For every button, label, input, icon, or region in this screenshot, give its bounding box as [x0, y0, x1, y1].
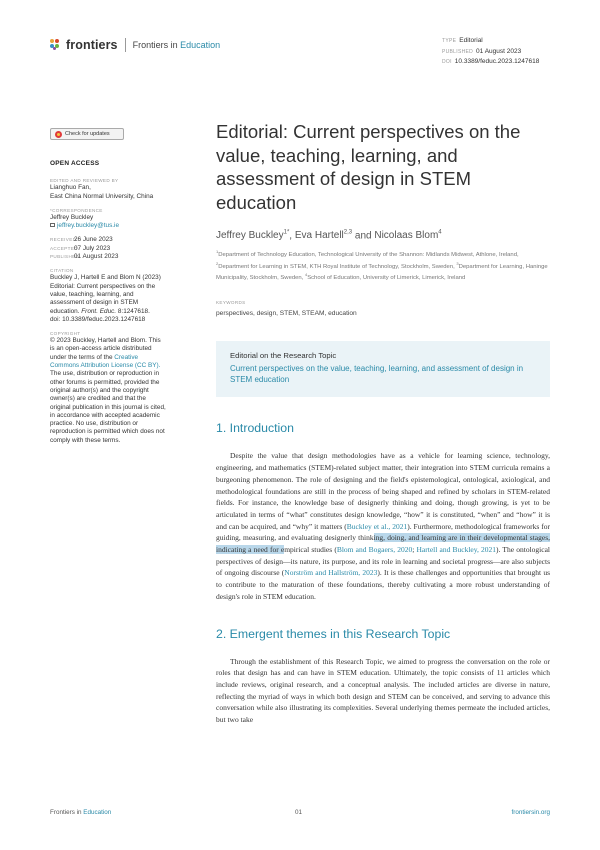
- dates: RECEIVED 26 June 2023 ACCEPTED 07 July 2023 PUBLISHED 01 August 2023: [50, 236, 119, 261]
- footer-site-link[interactable]: frontiersin.org: [511, 809, 550, 816]
- meta-published: PUBLISHED 01 August 2023: [442, 47, 522, 55]
- keywords-label: KEYWORDS: [216, 300, 246, 306]
- article-meta: [442, 36, 539, 68]
- author-name[interactable]: Jeffrey Buckley$^{1*}$: [216, 230, 290, 242]
- research-topic-label: Editorial on the Research Topic: [230, 351, 337, 361]
- paragraph-text: ). Furthermore, methodological frameworks for guiding, measuring, and evaluating designerly think: [216, 521, 550, 543]
- correspondence-email-link[interactable]: jeffrey.buckley@tus.ie: [57, 222, 120, 230]
- crossmark-icon: [55, 131, 62, 138]
- article-sidebar: [50, 160, 166, 451]
- citation: CITATION Buckley J, Hartell E and Blom N (2023) Editorial: Current perspectives on the value, teaching, learning, and assessment of design in STEM education. Front. Educ. 8:1247618. doi: 10.3389/feduc.2023.1247618: [50, 268, 161, 323]
- introduction-paragraph: [216, 450, 550, 602]
- keywords-list: perspectives, design, STEM, STEAM, education: [216, 310, 357, 318]
- frontiers-logo-icon: [50, 39, 62, 51]
- article-main: [216, 120, 550, 726]
- page-number: 01: [295, 809, 303, 816]
- paragraph-text: mpirical studies (: [284, 545, 337, 555]
- section-heading-introduction: 1. Introduction: [216, 421, 294, 436]
- email-icon: [50, 223, 55, 227]
- article-title: Editorial: Current perspectives on the value, teaching, learning, and assessment of design in STEM education: [216, 121, 521, 213]
- footer-journal: Frontiers in Education: [50, 809, 112, 816]
- research-topic-box: [216, 341, 550, 397]
- citation-link[interactable]: Hartell and Buckley, 2021: [416, 545, 497, 555]
- author-list: Jeffrey Buckley$^{1*}$, Eva Hartell$^{2,3}$ and Nicolaas Blom$^4$: [216, 230, 442, 242]
- open-access-label: OPEN ACCESS: [50, 160, 100, 167]
- brand-name: frontiers: [66, 38, 118, 52]
- emergent-themes-paragraph: Through the establishment of this Research Topic, we aimed to progress the conversation on the role or roles that design has and can have in STEM education. Ultimately, the topic consists of 11 articles which include reviews, original research, and a conceptual analysis. The included articles are diverse in nature, reflecting the myriad of ways in which both design and STEM can be conceived, and serving to advance this conversation while also illustrating its complexities. Several underlying themes permeate the included articles, but two take: [216, 656, 550, 725]
- highlighted-text: ing, doing, and learning are in their developmental stages, indicating a need for e: [216, 533, 550, 555]
- journal-name: Frontiers in Education: [132, 40, 221, 50]
- meta-type: TYPE Editorial: [442, 37, 483, 44]
- copyright: COPYRIGHT © 2023 Buckley, Hartell and Blom. This is an open-access article distributed under the terms of the Creative Commons Attribution License (CC BY). The use, distribution or reproduction in other forums is permitted, provided the original author(s) and the copyright owner(s) are credited and that the original publication in this journal is cited, in accordance with accepted academic practice. No use, distribution or reproduction is permitted which does not comply with these terms.: [50, 331, 166, 444]
- frontiers-logo[interactable]: [50, 38, 220, 52]
- paragraph-text: ). The ontological perspectives of design—its nature, its purpose, and its role in learning and societal progress—are also subjects of ongoing discourse (: [216, 545, 550, 578]
- affiliations: $^1$Department of Technology Education, Technological University of the Shannon: Midlands Midwest, Athlone, Ireland, $^2$Department for Learning in STEM, KTH Royal Institute of Technology, Stockholm, Sweden, $^3$Department for Learning, Haninge Municipality, Stockholm, Sweden, $^4$School of Education, University of Limerick, Limerick, Ireland: [216, 249, 548, 282]
- cc-by-license-link[interactable]: Creative Commons Attribution License (CC BY).: [50, 353, 161, 370]
- logo-divider: [125, 38, 126, 52]
- citation-link[interactable]: Blom and Bogaers, 2020: [336, 545, 413, 555]
- author-name[interactable]: Nicolaas Blom$^4$: [374, 230, 442, 242]
- edited-by: EDITED AND REVIEWED BY Lianghuo Fan, East China Normal University, China: [50, 178, 154, 200]
- check-for-updates-button[interactable]: Check for updates: [50, 128, 124, 140]
- correspondence: *CORRESPONDENCE Jeffrey Buckley jeffrey.buckley@tus.ie: [50, 207, 120, 230]
- meta-doi: DOI 10.3389/feduc.2023.1247618: [442, 58, 540, 65]
- research-topic-link[interactable]: Current perspectives on the value, teaching, learning, and assessment of design in STEM education: [230, 364, 524, 384]
- author-name[interactable]: Eva Hartell$^{2,3}$: [294, 230, 353, 242]
- paragraph-text: ). It is these challenges and opportunities that brought us to contribute to the maturation of these foundations, thereby cultivating a more robust understanding of design's role in STEM education.: [216, 568, 550, 601]
- citation-link[interactable]: Buckley et al., 2021: [346, 521, 408, 531]
- paragraph-text: ;: [412, 545, 417, 555]
- page-header: [50, 36, 560, 66]
- paragraph-text: Despite the value that design methodologies have as a vehicle for learning science, technology, engineering, and mathematics (STEM)-related subject matter, their integration into STEM curricula remains a burgeoning phenomenon. The role of designing and the field's epistemological, ontological, axiological, and methodological foundations are still in the process of being shaped and refined by scholars in STEM-related fields. For instance, the knowledge base of designerly thinking and doing, though growing, is yet to be articulated in terms of “what” constitutes design knowledge, “how” it is constituted, “when” and “how” it is and can be acquired, and “why” it matters (: [216, 451, 550, 531]
- citation-link[interactable]: Norström and Hallström, 2023: [284, 568, 378, 578]
- section-heading-emergent-themes: 2. Emergent themes in this Research Topic: [216, 626, 451, 641]
